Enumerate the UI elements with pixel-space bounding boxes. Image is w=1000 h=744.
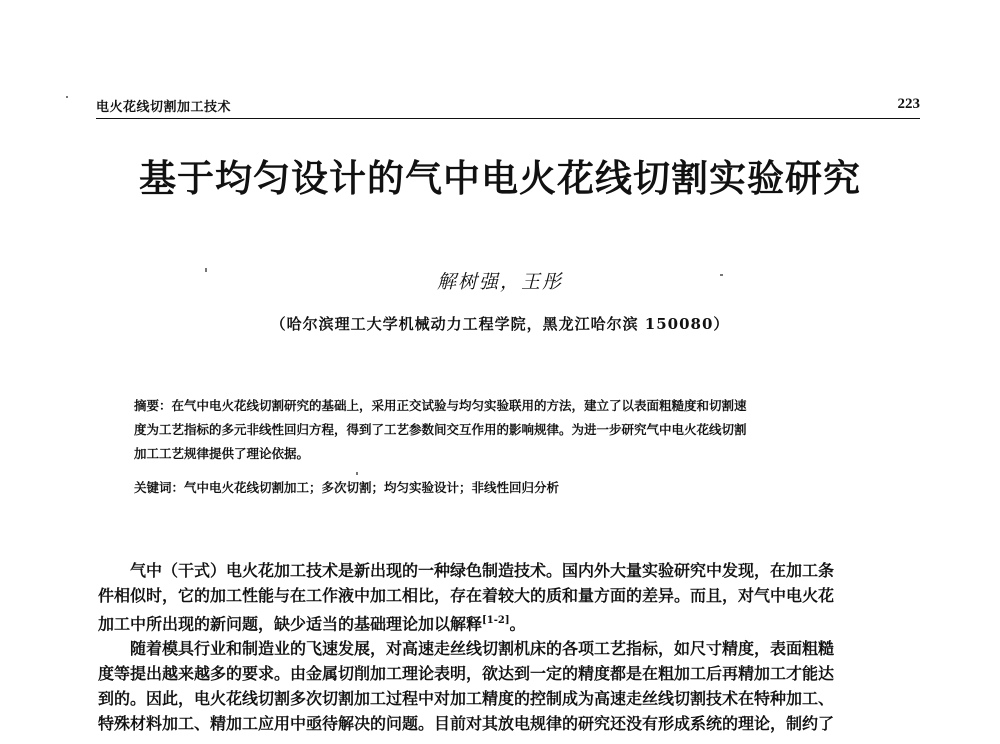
body-p2-line-4: 特殊材料加工、精加工应用中亟待解决的问题。目前对其放电规律的研究还没有形成系统的理论，制约了 — [98, 714, 835, 734]
keywords-label: 关键词： — [134, 480, 185, 495]
body-p1-line-3-text: 加工中所出现的新问题，缺少适当的基础理论加以解释 — [98, 614, 483, 634]
abstract-text-1: 在气中电火花线切割研究的基础上，采用正交试验与均匀实验联用的方法，建立了以表面粗糙度和切割速 — [171, 398, 747, 413]
scan-speck — [720, 274, 723, 276]
keywords — [134, 478, 894, 496]
keywords-text: 气中电火花线切割加工；多次切割；均匀实验设计；非线性回归分析 — [184, 480, 560, 495]
scan-speck — [356, 472, 358, 475]
body-text — [98, 558, 920, 736]
body-p1-end: 。 — [509, 614, 526, 634]
page-number: 223 — [897, 96, 920, 112]
body-p1-line-3 — [98, 608, 920, 636]
journal-section-title: 电火花线切割加工技术 — [96, 100, 232, 115]
abstract-line-1 — [134, 394, 894, 418]
scan-speck — [205, 268, 207, 272]
scan-speck — [66, 96, 68, 98]
abstract-line-3: 加工工艺规律提供了理论依据。 — [134, 446, 310, 461]
abstract — [134, 394, 894, 466]
paper-authors: 解树强，王彤 — [436, 271, 563, 293]
paper-affiliation: （哈尔滨理工大学机械动力工程学院，黑龙江哈尔滨 150080） — [270, 315, 730, 333]
running-head — [96, 96, 920, 119]
abstract-label: 摘要： — [134, 398, 172, 413]
body-p2-line-1: 随着模具行业和制造业的飞速发展，对高速走丝线切割机床的各项工艺指标，如尺寸精度，表面粗糙 — [130, 639, 835, 659]
body-p2-line-2: 度等提出越来越多的要求。由金属切削加工理论表明，欲达到一定的精度都是在粗加工后再精加工才能达 — [98, 664, 835, 684]
abstract-line-2: 度为工艺指标的多元非线性回归方程，得到了工艺参数间交互作用的影响规律。为进一步研究气中电火花线切割 — [134, 422, 747, 437]
body-p1-line-2: 件相似时，它的加工性能与在工作液中加工相比，存在着较大的质和量方面的差异。而且，对气中电火花 — [98, 586, 835, 605]
paper-title: 基于均匀设计的气中电火花线切割实验研究 — [139, 157, 861, 200]
body-p1-line-1: 气中（干式）电火花加工技术是新出现的一种绿色制造技术。国内外大量实验研究中发现，在加工条 — [130, 561, 835, 580]
body-p2-line-3: 到的。因此，电火花线切割多次切割加工过程中对加工精度的控制成为高速走丝线切割技术在特种加工、 — [98, 689, 835, 709]
citation-ref: [1-2] — [482, 615, 510, 626]
